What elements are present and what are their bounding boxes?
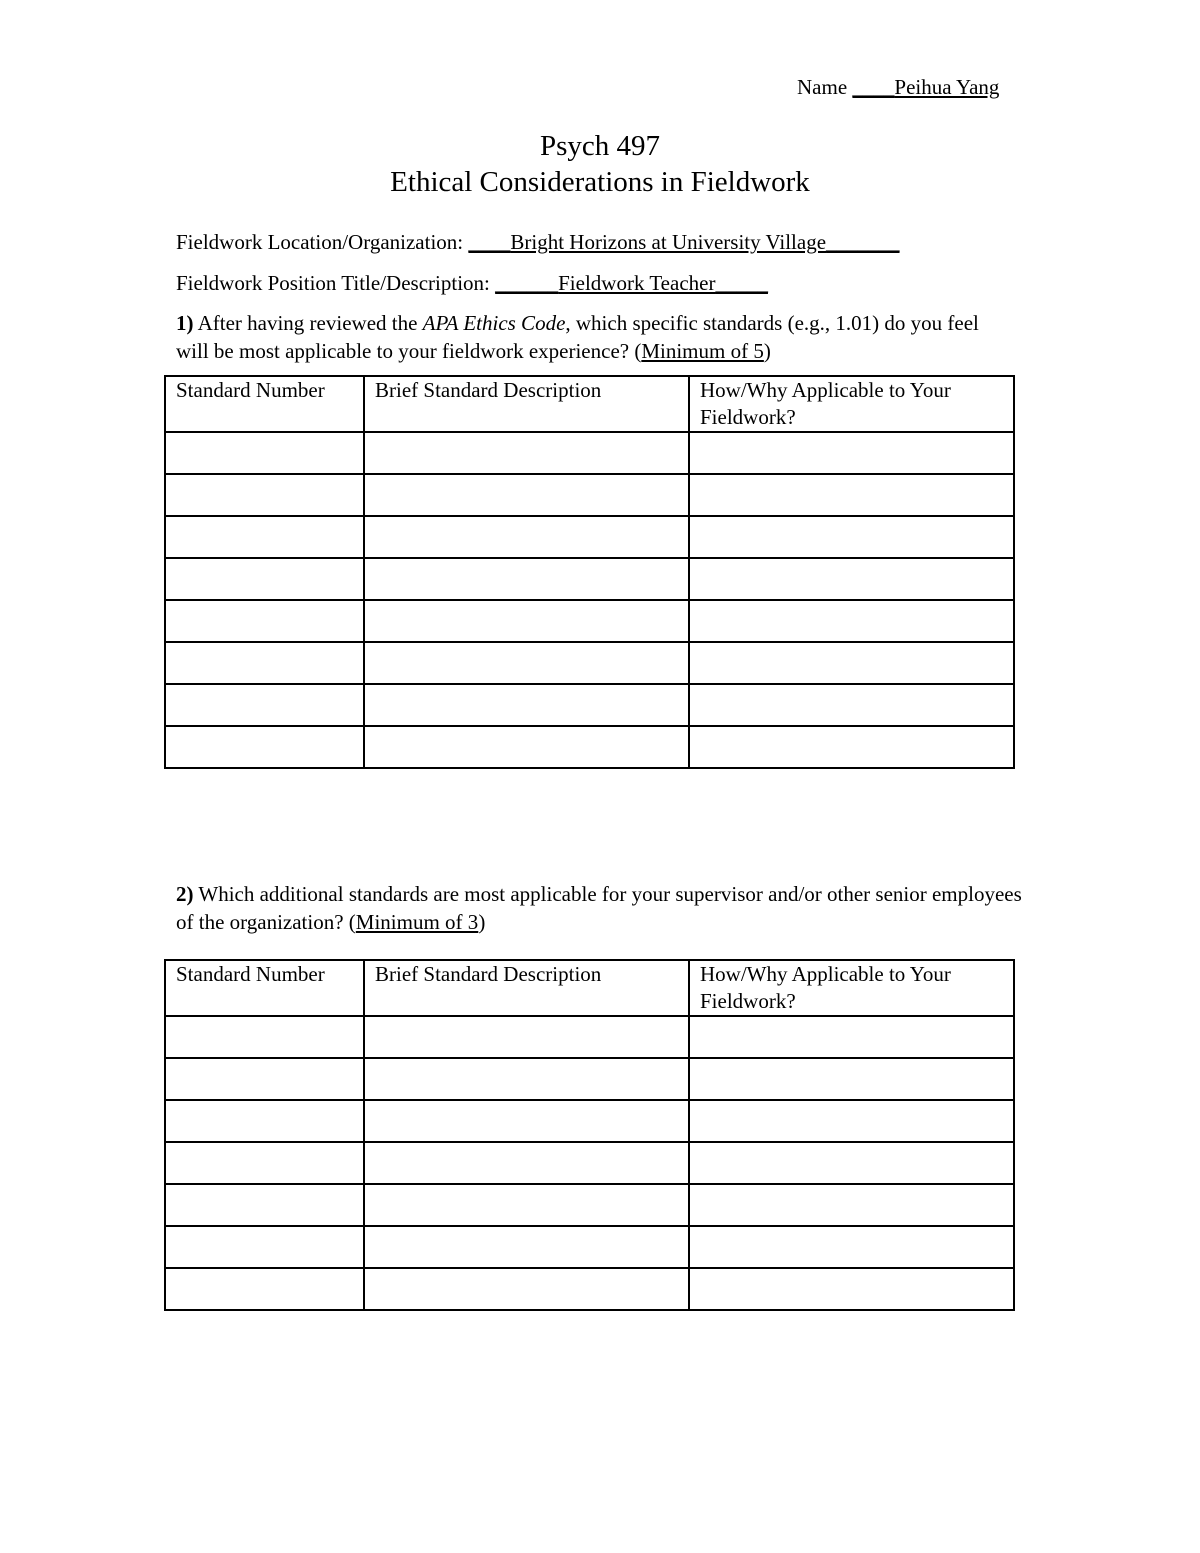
table-cell[interactable] — [689, 642, 1014, 684]
table-cell[interactable] — [165, 432, 364, 474]
table-row — [165, 1142, 1014, 1184]
header-how-why-applicable: How/Why Applicable to Your Fieldwork? — [689, 960, 1014, 1016]
question-2-number: 2) — [176, 882, 194, 906]
name-blank: ____ — [852, 75, 895, 99]
table-row — [165, 558, 1014, 600]
position-line — [176, 269, 768, 297]
header-how-why-applicable: How/Why Applicable to Your Fieldwork? — [689, 376, 1014, 432]
table-row — [165, 1268, 1014, 1310]
name-label: Name — [797, 75, 848, 99]
question-2-close: ) — [478, 910, 486, 934]
table-cell[interactable] — [689, 1058, 1014, 1100]
location-line — [176, 228, 900, 256]
table-cell[interactable] — [689, 726, 1014, 768]
table-cell[interactable] — [689, 474, 1014, 516]
table-cell[interactable] — [364, 1058, 689, 1100]
table-cell[interactable] — [364, 1184, 689, 1226]
table-cell[interactable] — [364, 1142, 689, 1184]
table-cell[interactable] — [165, 642, 364, 684]
name-value[interactable]: Peihua Yang — [894, 75, 1000, 99]
table-cell[interactable] — [689, 1142, 1014, 1184]
table-cell[interactable] — [364, 516, 689, 558]
header-brief-description: Brief Standard Description — [364, 376, 689, 432]
position-label: Fieldwork Position Title/Description: — [176, 271, 490, 295]
table-cell[interactable] — [165, 726, 364, 768]
table-cell[interactable] — [689, 1100, 1014, 1142]
question-2 — [176, 880, 1036, 936]
table-cell[interactable] — [364, 726, 689, 768]
table-row — [165, 600, 1014, 642]
table-cell[interactable] — [689, 1226, 1014, 1268]
table-cell[interactable] — [689, 1184, 1014, 1226]
question-1-text-before: After having reviewed the — [193, 311, 423, 335]
table-cell[interactable] — [364, 474, 689, 516]
location-label: Fieldwork Location/Organization: — [176, 230, 464, 254]
table-header-row — [165, 376, 1014, 432]
table-row — [165, 1184, 1014, 1226]
position-blank-after: _____ — [715, 271, 768, 295]
table-cell[interactable] — [165, 1100, 364, 1142]
position-value: Fieldwork Teacher — [558, 271, 716, 295]
table-row — [165, 726, 1014, 768]
table-cell[interactable] — [165, 600, 364, 642]
table-cell[interactable] — [165, 684, 364, 726]
table-cell[interactable] — [364, 1016, 689, 1058]
table-row — [165, 432, 1014, 474]
table-row — [165, 1058, 1014, 1100]
table-cell[interactable] — [165, 1184, 364, 1226]
question-1-close: ) — [763, 339, 771, 363]
table-cell[interactable] — [689, 516, 1014, 558]
location-field[interactable] — [468, 230, 899, 254]
table-cell[interactable] — [689, 432, 1014, 474]
table-cell[interactable] — [689, 684, 1014, 726]
table-cell[interactable] — [165, 474, 364, 516]
table-cell[interactable] — [689, 558, 1014, 600]
table-cell[interactable] — [364, 642, 689, 684]
question-1-number: 1) — [176, 311, 194, 335]
standards-table-2 — [164, 959, 1015, 1311]
table-cell[interactable] — [165, 1058, 364, 1100]
position-field[interactable] — [495, 271, 768, 295]
table-cell[interactable] — [364, 1100, 689, 1142]
table-cell[interactable] — [364, 684, 689, 726]
standards-table-1 — [164, 375, 1015, 769]
table-cell[interactable] — [165, 1268, 364, 1310]
table-cell[interactable] — [364, 1226, 689, 1268]
table-cell[interactable] — [165, 1016, 364, 1058]
question-2-minimum: Minimum of 3 — [355, 910, 479, 934]
table-cell[interactable] — [364, 600, 689, 642]
table-row — [165, 1100, 1014, 1142]
table-cell[interactable] — [165, 558, 364, 600]
table-cell[interactable] — [689, 1016, 1014, 1058]
location-value: Bright Horizons at University Village — [510, 230, 827, 254]
table-cell[interactable] — [165, 1226, 364, 1268]
table-cell[interactable] — [689, 1268, 1014, 1310]
table-row — [165, 1226, 1014, 1268]
page-title: Ethical Considerations in Fieldwork — [390, 166, 810, 198]
question-1-italic: APA Ethics Code — [422, 311, 566, 335]
table-row — [165, 684, 1014, 726]
header-brief-description: Brief Standard Description — [364, 960, 689, 1016]
header-standard-number: Standard Number — [165, 960, 364, 1016]
table-cell[interactable] — [689, 600, 1014, 642]
header-standard-number: Standard Number — [165, 376, 364, 432]
position-blank-before: ______ — [495, 271, 559, 295]
table-cell[interactable] — [165, 1142, 364, 1184]
question-1-minimum: Minimum of 5 — [641, 339, 764, 363]
question-1-text-after: , which specific standards (e.g., 1.01) do you feel will be most applicable to your fieldwork experience? ( — [176, 311, 979, 363]
table-row — [165, 1016, 1014, 1058]
table-cell[interactable] — [364, 432, 689, 474]
table-cell[interactable] — [364, 558, 689, 600]
table-row — [165, 474, 1014, 516]
question-1 — [176, 309, 1006, 365]
table-cell[interactable] — [364, 1268, 689, 1310]
table-header-row — [165, 960, 1014, 1016]
location-blank-before: ____ — [468, 230, 511, 254]
location-blank-after: _______ — [826, 230, 900, 254]
table-cell[interactable] — [165, 516, 364, 558]
course-title: Psych 497 — [539, 130, 661, 162]
table-row — [165, 642, 1014, 684]
name-line — [797, 73, 999, 101]
table-row — [165, 516, 1014, 558]
question-2-text: Which additional standards are most applicable for your supervisor and/or other senior employees of the organization? ( — [176, 882, 1022, 934]
